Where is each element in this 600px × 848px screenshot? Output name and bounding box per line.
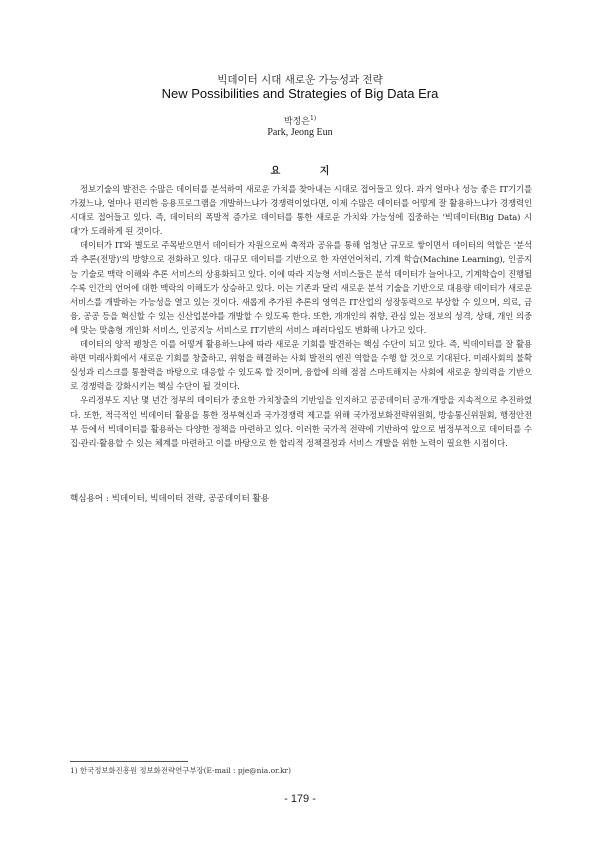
footnote-divider: [70, 761, 188, 762]
abstract-paragraph: 데이터가 IT와 별도로 주목받으면서 데이터가 자원으로써 축적과 공유를 통해 엄청난 규모로 쌓이면서 데이터의 역할은 '분석과 추론(전망)'의 방향으로 전화하고 있다. 대규모 데이터를 기반으로 한 자연언어처리, 기계 학습(Machine Learning), 인공지능 기술로 맥락 이해와 추론 서비스의 상용화되고 있다. 이에 따라 지능형 서비스들은 분석 데이터가 늘어나고, 기계학습이 진행될수록 인간의 언어에 대한 맥락의 이해도가 상승하고 있다. 이는 기존과 달리 새로운 분석 기술을 기반으로 대용량 데이터가 새로운 서비스를 개발하는 가능성을 열고 있는 것이다. 새롭게 추가된 추론의 영역은 IT산업의 성장동력으로 부상할 수 있으며, 의료, 금융, 공공 등을 혁신할 수 있는 신산업분야를 개발할 수 있도록 한다. 또한, 개개인의 취향, 관심 있는 정보의 성격, 상태, 개인 의중에 맞는 맞춤형 개인화 서비스, 인공지능 서비스로 IT기반의 서비스 패러다임도 변화해 나가고 있다.: [70, 240, 532, 335]
abstract-heading: 요 지: [270, 166, 348, 177]
abstract-paragraph: 우리정부도 지난 몇 년간 정부의 데이터가 중요한 가치창출의 기반임을 인지하고 공공데이터 공개·개방을 지속적으로 추진하였다. 또한, 적극적인 빅데이터 활용을 통한 정부혁신과 국가경쟁력 제고를 위해 국가정보화전략위원회, 방송통신위원회, 행정안전부 등에서 빅데이터를 활용하는 다양한 정책을 마련하고 있다. 이러한 국가적 전략에 기반하여 앞으로 범정부적으로 데이터를 수집·관리·활용할 수 있는 체계를 마련하고 이를 바탕으로 한 합리적 정책결정과 서비스 개발을 위한 노력이 필요한 시점이다.: [70, 395, 532, 448]
keywords: 핵심용어 : 빅데이터, 빅데이터 전략, 공공데이터 활용: [70, 494, 270, 504]
author-korean: [0, 114, 600, 127]
abstract-paragraph: 데이터의 양적 팽창은 이를 어떻게 활용하느냐에 따라 새로운 기회를 발견하는 핵심 수단이 되고 있다. 즉, 빅데이터를 잘 활용하면 미래사회에서 새로운 기회를 창출하고, 위험을 해결하는 사회 발전의 엔진 역할을 수행 할 것으로 기대된다. 미래사회의 불확실성과 리스크를 통찰력을 바탕으로 대응할 수 있도록 할 것이며, 융합에 의해 점점 스마트해지는 사회에 새로운 창의력을 기반으로 경쟁력을 강화시키는 핵심 수단이 될 것이다.: [70, 339, 532, 392]
title-korean: 빅데이터 시대 새로운 가능성과 전략: [217, 74, 383, 86]
title-english: New Possibilities and Strategies of Big Data Era: [161, 86, 439, 101]
abstract-body: [70, 182, 532, 450]
author-footnote-mark: 1): [309, 115, 317, 122]
abstract-paragraph: 정보기술의 발전은 수많은 데이터를 분석하여 새로운 가치를 찾아내는 시대로 접어들고 있다. 과거 얼마나 성능 좋은 IT기기를 가졌느냐, 얼마나 편리한 응용프로그램을 개발하느냐가 경쟁력이었다면, 이제 수많은 데이터를 어떻게 잘 활용하느냐가 경쟁력인 시대로 접어들고 있다. 즉, 데이터의 폭발적 증가로 데이터를 통한 새로운 가치와 가능성에 집중하는 '빅데이터(Big Data) 시대'가 도래하게 된 것이다.: [70, 184, 532, 237]
author-korean-name: 박정은: [283, 117, 310, 127]
page-number: - 179 -: [284, 793, 316, 805]
footnote: 1) 한국정보화진흥원 정보화전략연구부장(E-mail : pje@nia.or.kr): [70, 766, 291, 775]
author-english: Park, Jeong Eun: [267, 127, 333, 138]
